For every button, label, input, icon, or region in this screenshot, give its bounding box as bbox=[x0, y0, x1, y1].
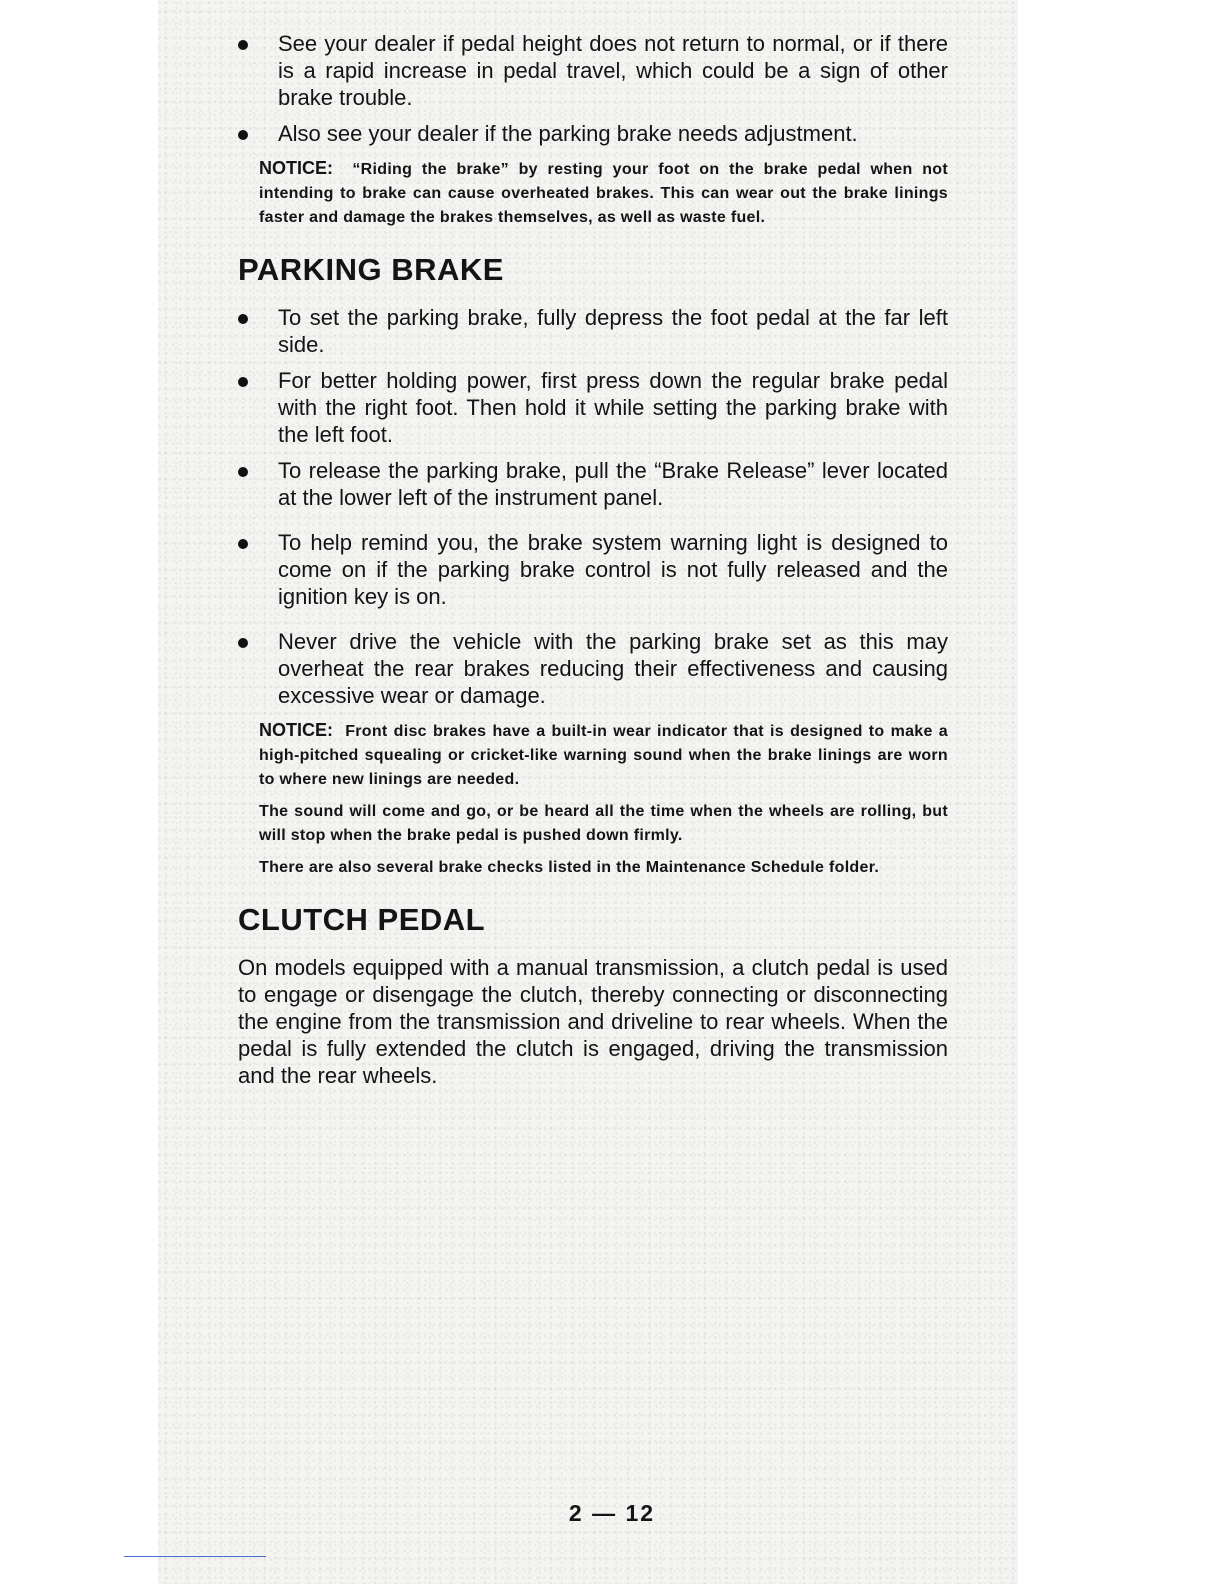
list-item bbox=[238, 529, 948, 610]
notice-text: “Riding the brake” by resting your foot on the brake pedal when not intending to brake can cause overheated brakes. This can wear out the brake linings faster and damage the brakes themselves, as well as waste fuel. bbox=[259, 161, 948, 226]
page-content bbox=[238, 30, 948, 1089]
notice-text: Front disc brakes have a built-in wear indicator that is designed to make a high-pitched squealing or cricket-like warning sound when the brake linings are worn to where new linings are needed. bbox=[259, 723, 948, 788]
section-heading-clutch-pedal: CLUTCH PEDAL bbox=[238, 902, 486, 937]
notice-paragraph-sound: The sound will come and go, or be heard all the time when the wheels are rolling, but will stop when the brake pedal is pushed down firmly. bbox=[259, 803, 948, 844]
list-item bbox=[238, 457, 948, 511]
list-item bbox=[238, 120, 948, 147]
bullet-icon bbox=[238, 130, 248, 140]
list-item-text: For better holding power, first press down the regular brake pedal with the right foot. Then hold it while setting the parking brake with the left foot. bbox=[278, 368, 948, 447]
list-item bbox=[238, 628, 948, 709]
section-heading-parking-brake: PARKING BRAKE bbox=[238, 252, 504, 287]
list-item bbox=[238, 304, 948, 358]
list-item-text: To set the parking brake, fully depress the foot pedal at the far left side. bbox=[278, 305, 948, 357]
list-item-text: See your dealer if pedal height does not return to normal, or if there is a rapid increase in pedal travel, which could be a sign of other brake trouble. bbox=[278, 31, 948, 110]
notice-wear-indicator bbox=[259, 718, 948, 792]
bullet-icon bbox=[238, 377, 248, 387]
list-item-text: To help remind you, the brake system warning light is designed to come on if the parking brake control is not fully released and the ignition key is on. bbox=[278, 530, 948, 609]
list-item-text: Never drive the vehicle with the parking brake set as this may overheat the rear brakes reducing their effectiveness and causing excessive wear or damage. bbox=[278, 629, 948, 708]
list-item bbox=[238, 30, 948, 111]
bullet-icon bbox=[238, 638, 248, 648]
list-item bbox=[238, 367, 948, 448]
bullet-icon bbox=[238, 467, 248, 477]
bullet-icon bbox=[238, 314, 248, 324]
footer-divider bbox=[124, 1556, 266, 1557]
notice-label: NOTICE: bbox=[259, 158, 333, 178]
parking-brake-bullet-list bbox=[238, 304, 948, 709]
notice-label: NOTICE: bbox=[259, 720, 333, 740]
bullet-icon bbox=[238, 40, 248, 50]
notice-paragraph-maintenance: There are also several brake checks listed in the Maintenance Schedule folder. bbox=[259, 859, 880, 876]
list-item-text: To release the parking brake, pull the “Brake Release” lever located at the lower left of the instrument panel. bbox=[278, 458, 948, 510]
bullet-icon bbox=[238, 539, 248, 549]
clutch-pedal-body: On models equipped with a manual transmission, a clutch pedal is used to engage or disengage the clutch, thereby connecting or disconnecting the engine from the transmission and driveline to rear wheels. When the pedal is fully extended the clutch is engaged, driving the transmission and the rear wheels. bbox=[238, 955, 948, 1088]
page-number: 2 — 12 bbox=[568, 1500, 656, 1526]
list-item-text: Also see your dealer if the parking brake needs adjustment. bbox=[278, 121, 858, 146]
notice-riding-brake bbox=[259, 156, 948, 230]
top-bullet-list bbox=[238, 30, 948, 147]
